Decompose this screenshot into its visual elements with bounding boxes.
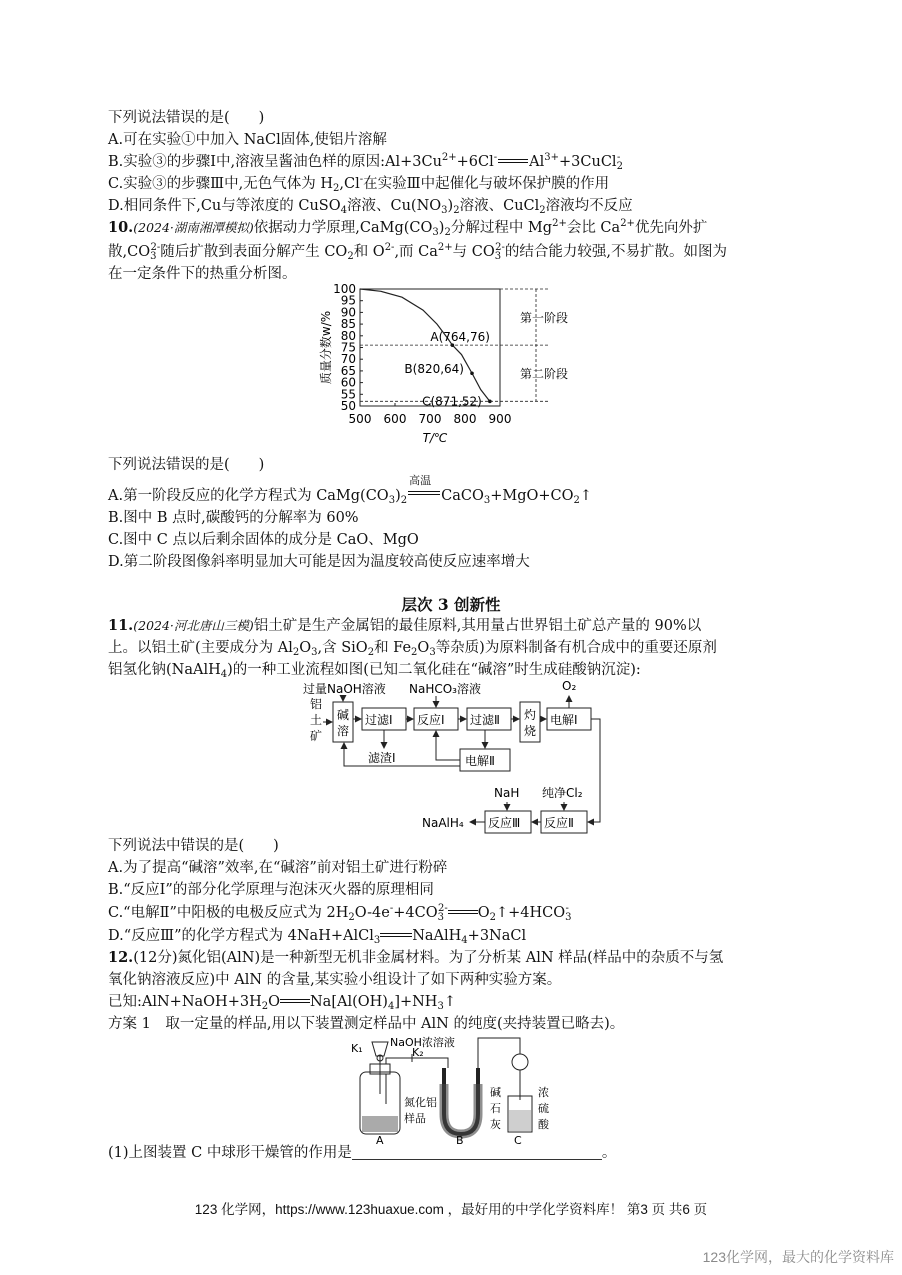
filter-2-box: 过滤Ⅱ [470,713,500,727]
q12-known-equation: 已知$:AlN+NaOH+3H_2O$ $Na[Al(OH)_4]+NH_3↑$ [108,994,456,1012]
q12-line-1: 12.(12分)氮化铝(AlN)是一种新型无机非金属材料。为了分析某 AlN 样品(样品中的杂质不与氢 [108,949,724,966]
naoh-reagent-label: 过量NaOH溶液 [303,682,386,696]
ore-label-2: 土 [310,713,323,727]
y-tick-label: 90 [340,305,356,320]
y-tick-label: 50 [340,399,356,413]
acid-label-3: 酸 [538,1118,549,1131]
apparatus-diagram [348,1034,588,1146]
soda-lime-label-2: 石 [490,1102,501,1115]
y-tick-label: 75 [340,340,356,355]
q12-subquestion-1: (1)上图装置 C 中球形干燥管的作用是 。 [108,1145,617,1161]
y-tick-label: 70 [340,352,356,367]
x-tick-label: 600 [383,412,407,426]
q10-option-a: A.第一阶段反应的化学方程式为 $CaMg(CO_3)_2$ 高温 $CaCO_3+MgO+CO_2↑$ [108,486,592,506]
q10-line-3: 在一定条件下的热重分析图。 [108,266,297,282]
y-tick-label: 80 [340,328,356,343]
q9-option-c: C.实验③的步骤Ⅲ中,无色气体为 $H_2,Cl^-$在实验Ⅲ中起催化与破坏保护膜的作用 [108,174,610,194]
section-title: 层次 3 创新性 [401,595,501,614]
q9-option-a: A.可在实验①中加入 NaCl固体,使铝片溶解 [108,132,387,148]
q9-option-b: B.实验③的步骤Ⅰ中,溶液呈酱油色样的原因$:Al+3Cu^{2+}+6Cl^-$ $Al^{3+}+3CuCl_2^-$ [108,152,623,172]
sample-label-1: 氮化铝 [404,1096,437,1109]
reaction-1-box: 反应Ⅰ [417,713,445,727]
naoh-solution-label: NaOH浓溶液 [390,1036,455,1049]
data-point-label: A(764,76) [430,330,490,345]
q11-line-2: 上。以铝土矿(主要成分为 $Al_2O_3$,含 SiO$_2$和 $Fe_2O_3$等杂质)为原料制备有机合成中的重要还原剂 [108,640,717,658]
nahco3-reagent-label: NaHCO₃溶液 [409,682,481,696]
y-tick-label: 60 [340,375,356,390]
answer-blank[interactable] [352,1145,602,1160]
soda-lime-label-3: 灰 [490,1118,501,1131]
alkali-dissolve-box-1: 碱 [337,708,350,722]
y-tick-label: 95 [340,293,356,308]
bottle-b-label: B [456,1134,464,1146]
calcine-box-2: 烧 [524,724,537,738]
q11-line-3: 铝氢化钠(NaAlH$_4$)的一种工业流程如图(已知二氧化硅在“碱溶”时生成硅酸钠沉淀): [108,662,641,680]
y-tick-label: 55 [340,387,356,402]
data-point [470,371,474,375]
q10-stem: 下列说法错误的是( ) [108,457,265,473]
data-point-label: C(871,52) [422,394,482,409]
q10-line-1: 10.(2024·湖南湘潭模拟)依据动力学原理$,CaMg(CO_3)_2$分解过程中 $Mg^{2+}$会比 $Ca^{2+}$优先向外扩 [108,218,708,238]
q10-option-c: C.图中 C 点以后剩余固体的成分是 CaO、MgO [108,532,419,548]
x-tick-label: 700 [418,412,442,426]
process-flowchart [300,678,620,838]
q11-line-1: 11.(2024·河北唐山三模)铝土矿是生产金属铝的最佳原料,其用量占世界铝土矿总产量的 90%以 [108,617,702,634]
stage-2-label: 第二阶段 [520,367,569,382]
tga-chart [318,282,598,454]
filter-1-box: 过滤Ⅰ [365,713,393,727]
acid-label-2: 硫 [538,1102,549,1115]
x-tick-label: 800 [453,412,477,426]
watermark: 123化学网，最大的化学资料库 [702,1249,894,1265]
electrolysis-2-box: 电解Ⅱ [465,754,495,768]
high-temp-condition: 高温 [409,474,432,487]
data-point-label: B(820,64) [404,362,464,377]
q11-stem: 下列说法中错误的是( ) [108,838,279,854]
acid-label-1: 浓 [538,1086,549,1099]
k2-label: K₂ [412,1046,424,1059]
y-axis-label: 质量分数w/% [319,310,333,385]
cl2-reagent-label: 纯净Cl₂ [542,786,583,800]
q10-line-2: 散$,CO_3^{2-}$随后扩散到表面分解产生 $CO_2$和 $O^{2-}$,而 $Ca^{2+}$与 $CO_3^{2-}$的结合能力较强,不易扩散。如图为 [108,242,727,262]
q11-option-b: B.“反应Ⅰ”的部分化学原理与泡沫灭火器的原理相同 [108,882,434,898]
y-tick-label: 65 [340,363,356,378]
naalh4-product-label: NaAlH₄ [422,816,464,830]
bottle-a-label: A [376,1134,384,1146]
sample-label-2: 样品 [404,1112,426,1125]
nah-reagent-label: NaH [494,786,520,800]
ore-label-1: 铝 [310,697,323,711]
alkali-dissolve-box-2: 溶 [337,724,350,738]
x-axis-label: T/℃ [422,431,448,445]
stage-1-label: 第一阶段 [520,311,569,326]
k1-label: K₁ [351,1042,363,1055]
x-tick-label: 500 [348,412,372,426]
q11-option-c: C.“电解Ⅱ”中阳极的电极反应式为 $2H_2O-4e^-+4CO_3^{2-}$ $O_2↑+4HCO_3^-$ [108,903,572,923]
q10-option-b: B.图中 B 点时,碳酸钙的分解率为 60% [108,510,359,526]
y-tick-label: 85 [340,317,356,332]
bottle-c-label: C [514,1134,522,1146]
q9-stem: 下列说法错误的是( ) [108,110,265,126]
q11-option-a: A.为了提高“碱溶”效率,在“碱溶”前对铝土矿进行粉碎 [108,860,448,876]
q11-option-d: D.“反应Ⅲ”的化学方程式为 4NaH+AlCl$_3$ NaAlH$_4$+3NaCl [108,928,527,946]
o2-product-label: O₂ [562,679,577,693]
ore-label-3: 矿 [310,729,323,743]
reaction-2-box: 反应Ⅱ [544,816,574,830]
reaction-3-box: 反应Ⅲ [488,816,521,830]
x-tick-label: 900 [488,412,512,426]
electrolysis-1-box: 电解Ⅰ [550,713,578,727]
q9-option-d: D.相同条件下,Cu与等浓度的 CuSO$_4$溶液、$Cu(NO_3)_2$溶液、CuCl$_2$溶液均不反应 [108,198,633,216]
soda-lime-label-1: 碱 [490,1086,501,1099]
q12-plan-1: 方案 1 取一定量的样品,用以下装置测定样品中 AlN 的纯度(夹持装置已略去)。 [108,1016,625,1032]
residue-1-label: 滤渣Ⅰ [368,751,396,765]
calcine-box-1: 灼 [524,708,537,722]
y-tick-label: 100 [333,282,356,296]
page-footer: 123 化学网，https://www.123huaxue.com ，最好用的中学化学资料库！ 第3 页 共6 页 [194,1202,708,1217]
q12-line-2: 氧化钠溶液反应)中 AlN 的含量,某实验小组设计了如下两种实验方案。 [108,972,562,988]
q10-option-d: D.第二阶段图像斜率明显加大可能是因为温度较高使反应速率增大 [108,554,530,570]
plot-frame [360,289,500,409]
